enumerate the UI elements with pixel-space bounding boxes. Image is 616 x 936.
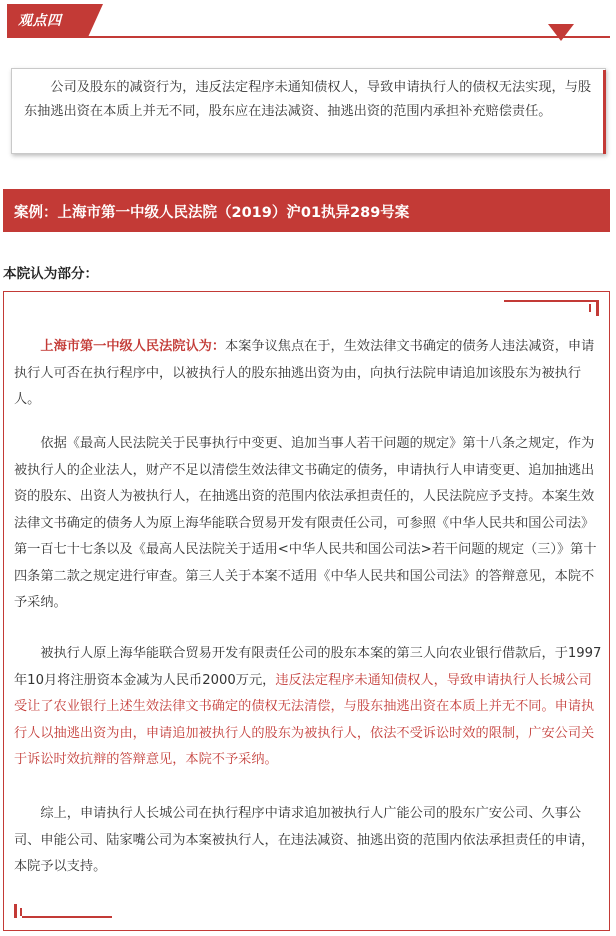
opinion-paragraph-1: [14, 334, 603, 414]
paragraph-text: 本案争议焦点在于，生效法律文书确定的债务人违法减资，申请执行人可否在执行程序中，以被执行人的股东抽逃出资为由，向执行法院申请追加该股东为被执行人。: [14, 339, 595, 407]
case-title: 案例：上海市第一中级人民法院（2019）沪01执异289号案: [14, 205, 410, 221]
opinion-paragraph-3: [14, 641, 603, 774]
frame-corner-decoration: [22, 916, 112, 918]
frame-corner-decoration: [504, 300, 596, 302]
court-name-lead: 上海市第一中级人民法院认为：: [40, 339, 226, 354]
opinion-paragraph-4: [14, 801, 603, 881]
viewpoint-tag-label: 观点四: [18, 13, 62, 29]
court-opinion-label: 本院认为部分：: [3, 266, 99, 282]
triangle-down-icon: [548, 24, 574, 41]
paragraph-text: 依据《最高人民法院关于民事执行中变更、追加当事人若干问题的规定》第十八条之规定，作为被执行人的企业法人，财产不足以清偿生效法律文书确定的债务，申请执行人申请变更、追加抽逃出资的股东、出资人为被执行人，在抽逃出资的范围内依法承担责任的，人民法院应予支持。本案生效法律文书确定的债务人为原上海华能联合贸易开发有限责任公司，可参照《中华人民共和国公司法》第一百七十七条以及《最高人民法院关于适用<中华人民共和国公司法>若干问题的规定（三）》第十四条第二款之规定进行审查。第三人关于本案不适用《中华人民共和国公司法》的答辩意见，本院不予采纳。: [14, 436, 597, 610]
frame-corner-decoration: [20, 908, 22, 916]
viewpoint-box-accent: [603, 70, 606, 154]
highlighted-text: 违反法定程序未通知债权人，导致申请执行人长城公司受让了农业银行上述生效法律文书确定的债权无法清偿，与股东抽逃出资在本质上并无不同。申请执行人以抽逃出资为由，申请追加被执行人的股东为被执行人，依法不受诉讼时效的限制，广安公司关于诉讼时效抗辩的答辩意见，本院不予采纳。: [14, 672, 595, 767]
frame-corner-decoration: [589, 304, 591, 312]
paragraph-text: 被执行人原上海华能联合贸易开发有限责任公司的股东本案的第三人向农业银行借款后，于1997年10月将注册资本金减为人民币2000万元，: [14, 646, 602, 688]
opinion-paragraph-2: [14, 431, 603, 617]
viewpoint-text: 公司及股东的减资行为，违反法定程序未通知债权人，导致申请执行人的债权无法实现，与股东抽逃出资在本质上并无不同，股东应在违法减资、抽逃出资的范围内承担补充赔偿责任。: [24, 80, 592, 119]
frame-corner-decoration: [596, 300, 599, 316]
frame-corner-decoration: [14, 904, 17, 918]
viewpoint-box: [11, 68, 606, 154]
paragraph-text: 综上，申请执行人长城公司在执行程序中请求追加被执行人广能公司的股东广安公司、久事公司、申能公司、陆家嘴公司为本案被执行人，在违法减资、抽逃出资的范围内依法承担责任的申请，本院予以支持。: [14, 806, 595, 874]
